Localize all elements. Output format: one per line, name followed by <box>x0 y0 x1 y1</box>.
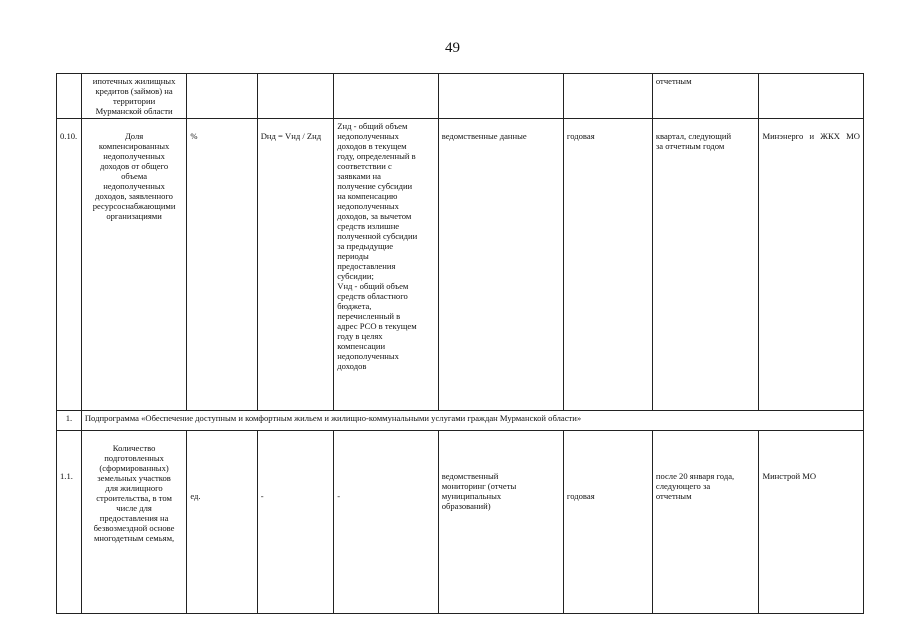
cell-formula: - <box>257 431 334 614</box>
cell-source: ведомственные данные <box>438 119 563 411</box>
cell-responsible: Минэнерго и ЖКХ МО <box>759 119 864 411</box>
cell-num: 1. <box>57 411 82 431</box>
cell-frequency: годовая <box>563 119 652 411</box>
cell-responsible: Минстрой МО <box>759 431 864 614</box>
indicators-table <box>56 73 864 614</box>
cell-indicator-name: Доля компенсированных недополученных доходов от общего объема недополученных доходов, заявленного ресурсоснабжающими организациями <box>81 119 187 411</box>
cell-variables: Zнд - общий объем недополученных доходов в текущем году, определенный в соответствии с заявками на получение субсидии на компенсацию недополученных доходов, за вычетом средств излишне полученной субсидии за предыдущие периоды предоставления субсидии; Vнд - общий объем средств областного бюджета, перечисленный в адрес РСО в текущем году в целях компенсации недополученных доходов <box>334 119 438 411</box>
cell-source <box>438 74 563 119</box>
cell-unit: ед. <box>187 431 257 614</box>
cell-unit <box>187 74 257 119</box>
cell-period: после 20 января года, следующего за отчетным <box>652 431 759 614</box>
cell-frequency <box>563 74 652 119</box>
cell-num: 0.10. <box>57 119 82 411</box>
cell-period: отчетным <box>652 74 759 119</box>
cell-variables: - <box>334 431 438 614</box>
cell-formula <box>257 74 334 119</box>
subprogram-title: Подпрограмма «Обеспечение доступным и комфортным жильем и жилищно-коммунальными услугами граждан Мурманской области» <box>81 411 863 431</box>
cell-indicator-name: ипотечных жилищных кредитов (займов) на территории Мурманской области <box>81 74 187 119</box>
cell-num <box>57 74 82 119</box>
table-row <box>57 74 864 119</box>
cell-indicator-name: Количество подготовленных (сформированных) земельных участков для жилищного строительства, в том числе для предоставления на безвозмездной основе многодетным семьям, <box>81 431 187 614</box>
table-row <box>57 431 864 614</box>
cell-period: квартал, следующий за отчетным годом <box>652 119 759 411</box>
cell-source: ведомственный мониторинг (отчеты муниципальных образований) <box>438 431 563 614</box>
cell-formula: Dнд = Vнд / Zнд <box>257 119 334 411</box>
cell-unit: % <box>187 119 257 411</box>
cell-variables <box>334 74 438 119</box>
cell-num: 1.1. <box>57 431 82 614</box>
table-row <box>57 119 864 411</box>
cell-responsible <box>759 74 864 119</box>
cell-frequency: годовая <box>563 431 652 614</box>
page-number: 49 <box>445 40 460 56</box>
table-row-subprogram <box>57 411 864 431</box>
